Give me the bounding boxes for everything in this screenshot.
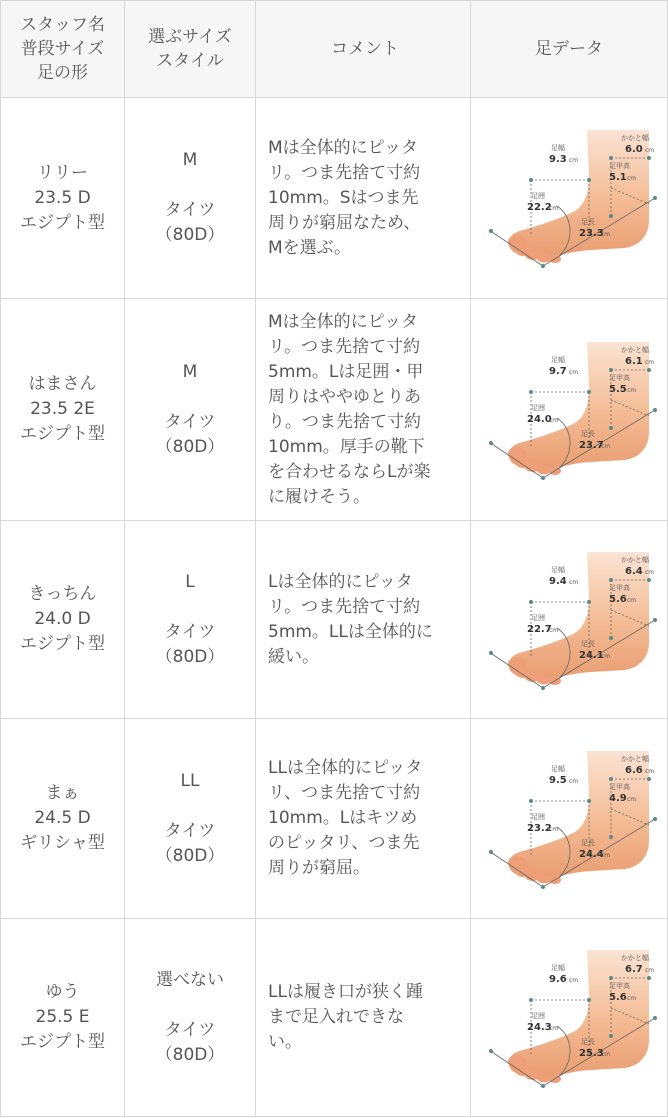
- instep-unit: cm: [627, 596, 637, 604]
- header-size-line: 選ぶサイズ: [148, 27, 232, 47]
- instep-value: 5.6: [609, 593, 627, 605]
- instep-unit: cm: [627, 175, 637, 182]
- foot-diagram: [479, 340, 659, 480]
- chosen-size: LL: [180, 770, 200, 791]
- foot-diagram: [479, 128, 659, 268]
- length-label: 足長: [581, 429, 595, 438]
- width-label: 足幅: [551, 565, 565, 574]
- style-name: タイツ: [164, 200, 216, 220]
- width-value: 9.4: [549, 575, 567, 587]
- girth-value: 22.2: [527, 202, 552, 213]
- comment-line: LLは全体的にピッタ: [268, 758, 423, 778]
- width-value: 9.3: [549, 154, 567, 165]
- girth-unit: cm: [549, 1024, 559, 1032]
- comment-cell: [256, 719, 471, 919]
- length-value: 25.3: [579, 1047, 604, 1059]
- chosen-size: L: [185, 571, 195, 592]
- length-unit: cm: [601, 652, 611, 660]
- instep-unit: cm: [627, 994, 637, 1002]
- foot-shape: エジプト型: [20, 212, 105, 233]
- size-cell: [125, 521, 256, 719]
- chosen-size: M: [182, 150, 198, 170]
- width-label: 足幅: [551, 963, 565, 972]
- width-label: 足幅: [551, 764, 565, 773]
- girth-unit: cm: [549, 626, 559, 634]
- staff-name: ゆう: [45, 982, 80, 1002]
- comment-line: 10mm。厚手の靴下: [268, 436, 425, 457]
- denier: （80D）: [155, 1044, 225, 1065]
- header-size-line: スタイル: [156, 51, 224, 71]
- usual-size: 24.0 D: [34, 609, 91, 629]
- heel-label: かかと幅: [621, 953, 649, 962]
- girth-label: 足囲: [531, 403, 545, 412]
- size-cell: [125, 299, 256, 521]
- header-staff-line: スタッフ名: [20, 15, 105, 35]
- heel-unit: cm: [645, 767, 655, 775]
- heel-unit: cm: [645, 568, 655, 576]
- comment-line: 周りはややゆとりあ: [268, 386, 421, 407]
- heel-label: かかと幅: [621, 134, 649, 142]
- foot-shape: エジプト型: [20, 424, 105, 444]
- length-label: 足長: [581, 218, 595, 226]
- staff-name: はまさん: [28, 374, 97, 394]
- instep-label: 足甲高: [609, 162, 630, 170]
- comment-line: リ。つま先捨て寸約: [268, 162, 421, 183]
- denier: （80D）: [155, 225, 225, 245]
- chosen-size: 選べない: [156, 969, 224, 990]
- girth-label: 足囲: [531, 1011, 545, 1020]
- header-row: [1, 1, 668, 98]
- heel-value: 6.7: [625, 963, 643, 975]
- comment-line: り。つま先捨て寸約: [268, 411, 421, 432]
- header-size: [125, 1, 256, 98]
- usual-size: 25.5 E: [35, 1007, 90, 1027]
- heel-label: かかと幅: [621, 754, 649, 763]
- width-value: 9.7: [549, 365, 567, 377]
- heel-label: かかと幅: [621, 555, 649, 564]
- girth-value: 23.2: [527, 822, 552, 834]
- length-value: 24.1: [579, 649, 604, 661]
- length-label: 足長: [581, 1037, 595, 1046]
- foot-diagram: [479, 550, 659, 690]
- instep-label: 足甲高: [609, 373, 630, 382]
- width-label: 足幅: [551, 355, 565, 364]
- instep-value: 4.9: [609, 792, 627, 804]
- comment-line: に履けそう。: [268, 486, 370, 507]
- heel-label: かかと幅: [621, 345, 649, 354]
- heel-unit: cm: [645, 147, 655, 154]
- foot-data-cell: [471, 719, 668, 919]
- staff-cell: [1, 521, 125, 719]
- comment-line: 10mm。Lはキツめ: [268, 808, 418, 828]
- instep-value: 5.1: [609, 172, 627, 183]
- staff-row: [1, 521, 668, 719]
- comment-line: 5mm。LLは全体的に: [268, 621, 433, 642]
- width-label: 足幅: [551, 144, 565, 152]
- girth-label: 足囲: [531, 192, 545, 200]
- staff-name: リリー: [37, 162, 88, 183]
- foot-diagram: [479, 749, 659, 889]
- comment-line: リ。つま先捨て寸約: [268, 336, 421, 357]
- foot-data-cell: [471, 299, 668, 521]
- instep-label: 足甲高: [609, 782, 630, 791]
- usual-size: 23.5 2E: [30, 399, 95, 419]
- style-name: タイツ: [164, 411, 216, 432]
- chosen-size: M: [182, 361, 198, 382]
- instep-label: 足甲高: [609, 981, 630, 990]
- staff-row: [1, 719, 668, 919]
- foot-data-cell: [471, 521, 668, 719]
- comment-line: Mは全体的にピッタ: [268, 311, 418, 332]
- width-unit: cm: [569, 368, 579, 376]
- style-name: タイツ: [164, 1019, 216, 1040]
- header-footdata: 足データ: [471, 1, 668, 98]
- comment-line: リ、つま先捨て寸約: [268, 783, 421, 803]
- girth-unit: cm: [549, 416, 559, 424]
- comment-line: を合わせるならLが楽: [268, 461, 431, 482]
- length-unit: cm: [601, 442, 611, 450]
- comment-line: Lは全体的にピッタ: [268, 571, 413, 592]
- instep-label: 足甲高: [609, 583, 630, 592]
- width-unit: cm: [569, 976, 579, 984]
- comment-line: リ。つま先捨て寸約: [268, 596, 421, 617]
- width-unit: cm: [569, 777, 579, 785]
- comment-line: のピッタリ、つま先: [268, 833, 420, 853]
- width-unit: cm: [569, 578, 579, 586]
- comment-line: 緩い。: [268, 646, 319, 667]
- staff-cell: [1, 919, 125, 1117]
- foot-data-cell: [471, 98, 668, 299]
- girth-value: 22.7: [527, 623, 552, 635]
- foot-shape: エジプト型: [20, 1032, 105, 1052]
- instep-unit: cm: [627, 795, 637, 803]
- comment-line: LLは履き口が狭く踵: [268, 982, 423, 1002]
- girth-unit: cm: [549, 825, 559, 833]
- comment-cell: [256, 98, 471, 299]
- header-comment: コメント: [256, 1, 471, 98]
- staff-cell: [1, 98, 125, 299]
- heel-unit: cm: [645, 358, 655, 366]
- width-value: 9.6: [549, 973, 567, 985]
- girth-label: 足囲: [531, 812, 545, 821]
- staff-row: [1, 98, 668, 299]
- usual-size: 24.5 D: [34, 808, 91, 828]
- heel-value: 6.1: [625, 355, 643, 367]
- style-name: タイツ: [164, 820, 216, 841]
- staff-cell: [1, 719, 125, 919]
- staff-cell: [1, 299, 125, 521]
- girth-value: 24.0: [527, 413, 552, 425]
- girth-unit: cm: [549, 205, 559, 212]
- usual-size: 23.5 D: [34, 187, 91, 208]
- size-cell: [125, 919, 256, 1117]
- foot-shape: ギリシャ型: [20, 833, 105, 853]
- heel-value: 6.0: [625, 144, 643, 155]
- instep-unit: cm: [627, 386, 637, 394]
- length-label: 足長: [581, 639, 595, 648]
- comment-line: まで足入れできな: [268, 1007, 404, 1027]
- instep-value: 5.6: [609, 991, 627, 1003]
- length-unit: cm: [601, 1050, 611, 1058]
- style-name: タイツ: [164, 621, 216, 642]
- heel-value: 6.4: [625, 565, 643, 577]
- denier: （80D）: [155, 646, 225, 667]
- header-staff: [1, 1, 125, 98]
- denier: （80D）: [155, 845, 225, 866]
- girth-label: 足囲: [531, 613, 545, 622]
- comment-line: 周りが窮屈。: [268, 858, 370, 878]
- heel-value: 6.6: [625, 764, 643, 776]
- foot-data-cell: [471, 919, 668, 1117]
- instep-value: 5.5: [609, 383, 627, 395]
- staff-row: [1, 919, 668, 1117]
- length-value: 23.7: [579, 439, 604, 451]
- length-label: 足長: [581, 838, 595, 847]
- staff-row: [1, 299, 668, 521]
- staff-name: まぁ: [45, 783, 80, 803]
- header-staff-line: 普段サイズ: [20, 39, 105, 59]
- comment-line: Mは全体的にピッタ: [268, 137, 418, 158]
- foot-diagram: [479, 948, 659, 1088]
- length-value: 24.4: [579, 848, 604, 860]
- denier: （80D）: [155, 436, 225, 457]
- header-staff-line: 足の形: [37, 63, 88, 83]
- length-unit: cm: [601, 231, 611, 238]
- comment-cell: [256, 919, 471, 1117]
- staff-name: きっちん: [28, 584, 97, 604]
- comment-line: 5mm。Lは足囲・甲: [268, 361, 424, 382]
- width-unit: cm: [569, 157, 579, 164]
- heel-unit: cm: [645, 966, 655, 974]
- width-value: 9.5: [549, 774, 567, 786]
- comment-cell: [256, 521, 471, 719]
- length-unit: cm: [601, 851, 611, 859]
- length-value: 23.3: [579, 228, 604, 239]
- girth-value: 24.3: [527, 1021, 552, 1033]
- comment-line: Mを選ぶ。: [268, 237, 352, 258]
- size-cell: [125, 719, 256, 919]
- comment-line: 周りが窮屈なため、: [268, 212, 421, 233]
- size-cell: [125, 98, 256, 299]
- comment-line: い。: [268, 1032, 302, 1052]
- comment-cell: [256, 299, 471, 521]
- comment-line: 10mm。Sはつま先: [268, 187, 419, 208]
- foot-shape: エジプト型: [20, 634, 105, 654]
